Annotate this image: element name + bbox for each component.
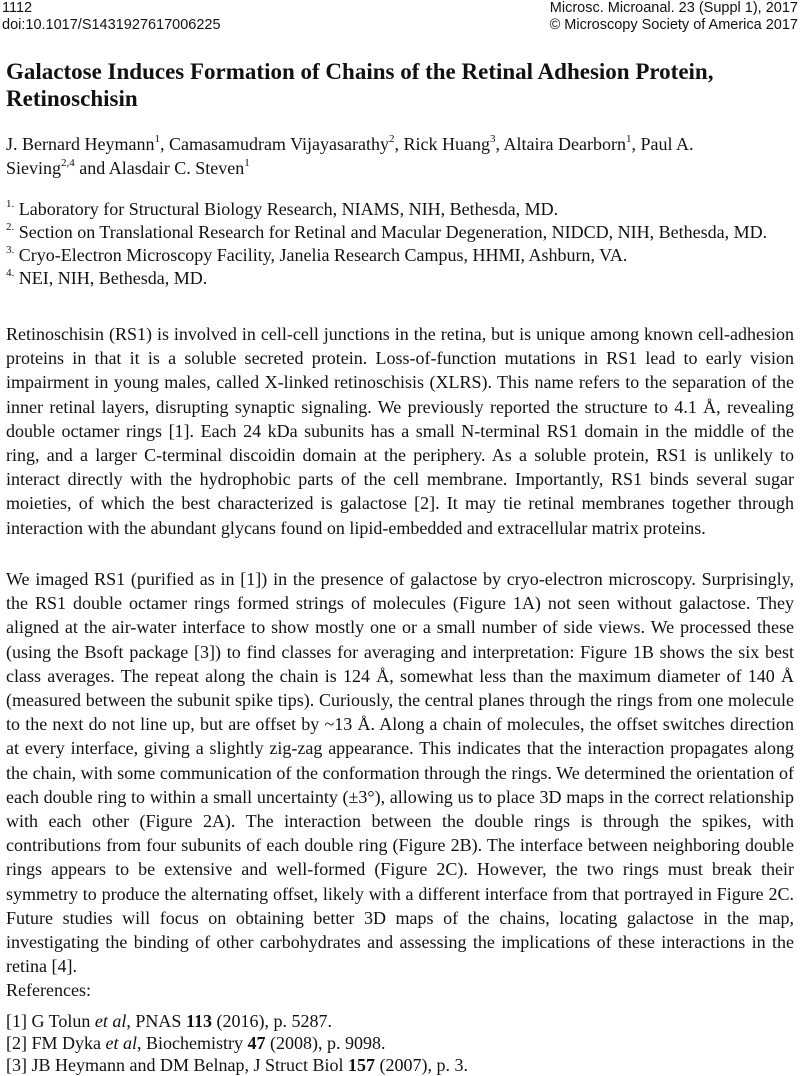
affiliation: $^{3.}$ Cryo-Electron Microscopy Facility, Janelia Research Campus, HHMI, Ashburn, VA. bbox=[6, 244, 628, 265]
affiliation: $^{2.}$ Section on Translational Research for Retinal and Macular Degeneration, NIDCD, NIH, Bethesda, MD. bbox=[6, 221, 768, 242]
author: Camasamudram Vijayasarathy$^2$, bbox=[168, 133, 404, 154]
running-header bbox=[0, 0, 800, 40]
doi: doi:10.1017/S1431927617006225 bbox=[2, 17, 221, 33]
reference-item: [1] G Tolun et al, PNAS 113 (2016), p. 5287. bbox=[6, 1011, 332, 1031]
journal-citation: Microsc. Microanal. 23 (Suppl 1), 2017 bbox=[549, 0, 798, 16]
references-heading: References: bbox=[6, 980, 91, 1000]
reference-list bbox=[6, 1010, 786, 1076]
header-right bbox=[550, 0, 798, 34]
author: Paul A. Sieving$^{2,4}$ and bbox=[6, 134, 694, 178]
author: Rick Huang$^3$, bbox=[403, 133, 504, 154]
header-left bbox=[2, 0, 221, 34]
affiliation-list bbox=[6, 198, 786, 290]
body-paragraph-2: We imaged RS1 (purified as in [1]) in the presence of galactose by cryo-electron microscopy. Surprisingly, the RS1 double octamer rings formed strings of molecules (Figure 1A) not seen without galactose. They aligned at the air-water interface to show mostly one or a small number of side views. We processed these (using the Bsoft package [3]) to find classes for averaging and interpretation: Figure 1B shows the six best class averages. The repeat along the chain is 124 Å, somewhat less than the maximum diameter of 140 Å (measured between the subunit spike tips). Curiously, the central planes through the rings from one molecule to the next do not line up, but are offset by ~13 Å. Along a chain of molecules, the offset switches direction at every interface, giving a slightly zig-zag appearance. This indicates that the interaction propagates along the chain, with some communication of the conformation through the rings. We determined the orientation of each double ring to within a small uncertainty (±3°), allowing us to place 3D maps in the correct relationship with each other (Figure 2A). The interaction between the double rings is through the spikes, with contributions from four subunits of each double ring (Figure 2B). The interface between neighboring double rings appears to be extensive and well-formed (Figure 2C). However, the two rings must break their symmetry to produce the alternating offset, likely with a different interface from that portrayed in Figure 2C. Future studies will focus on obtaining better 3D maps of the chains, locating galactose in the map, investigating the binding of other carbohydrates and assessing the implications of these interactions in the retina [4]. bbox=[6, 569, 794, 977]
author-list bbox=[6, 132, 766, 180]
author: Altaira Dearborn$^1$, bbox=[503, 133, 641, 154]
paper-title: Galactose Induces Formation of Chains of the Retinal Adhesion Protein, Retinoschisin bbox=[6, 59, 714, 111]
affiliation: $^{1.}$ Laboratory for Structural Biology Research, NIAMS, NIH, Bethesda, MD. bbox=[6, 198, 559, 219]
body-paragraph-1: Retinoschisin (RS1) is involved in cell-cell junctions in the retina, but is unique among known cell-adhesion proteins in that it is a soluble secreted protein. Loss-of-function mutations in RS1 lead to early vision impairment in young males, called X-linked retinoschisis (XLRS). This name refers to the separation of the inner retinal layers, disrupting synaptic signaling. We previously reported the structure to 4.1 Å, revealing double octamer rings [1]. Each 24 kDa subunits has a small N-terminal RS1 domain in the middle of the ring, and a larger C-terminal discoidin domain at the periphery. As a soluble protein, RS1 is unlikely to interact directly with the hydrophobic parts of the cell membrane. Importantly, RS1 binds several sugar moieties, of which the best characterized is galactose [2]. It may tie retinal membranes together through interaction with the abundant glycans found on lipid-embedded and extracellular matrix proteins. bbox=[6, 324, 794, 538]
author: J. Bernard Heymann$^1$, bbox=[6, 133, 169, 154]
affiliation: $^{4.}$ NEI, NIH, Bethesda, MD. bbox=[6, 267, 208, 288]
copyright-notice: © Microscopy Society of America 2017 bbox=[549, 17, 798, 33]
reference-item: [3] JB Heymann and DM Belnap, J Struct Biol 157 (2007), p. 3. bbox=[6, 1055, 468, 1075]
author: Alasdair C. Steven$^1$ bbox=[108, 157, 250, 178]
page-number: 1112 bbox=[2, 0, 33, 16]
reference-item: [2] FM Dyka et al, Biochemistry 47 (2008), p. 9098. bbox=[6, 1033, 386, 1053]
